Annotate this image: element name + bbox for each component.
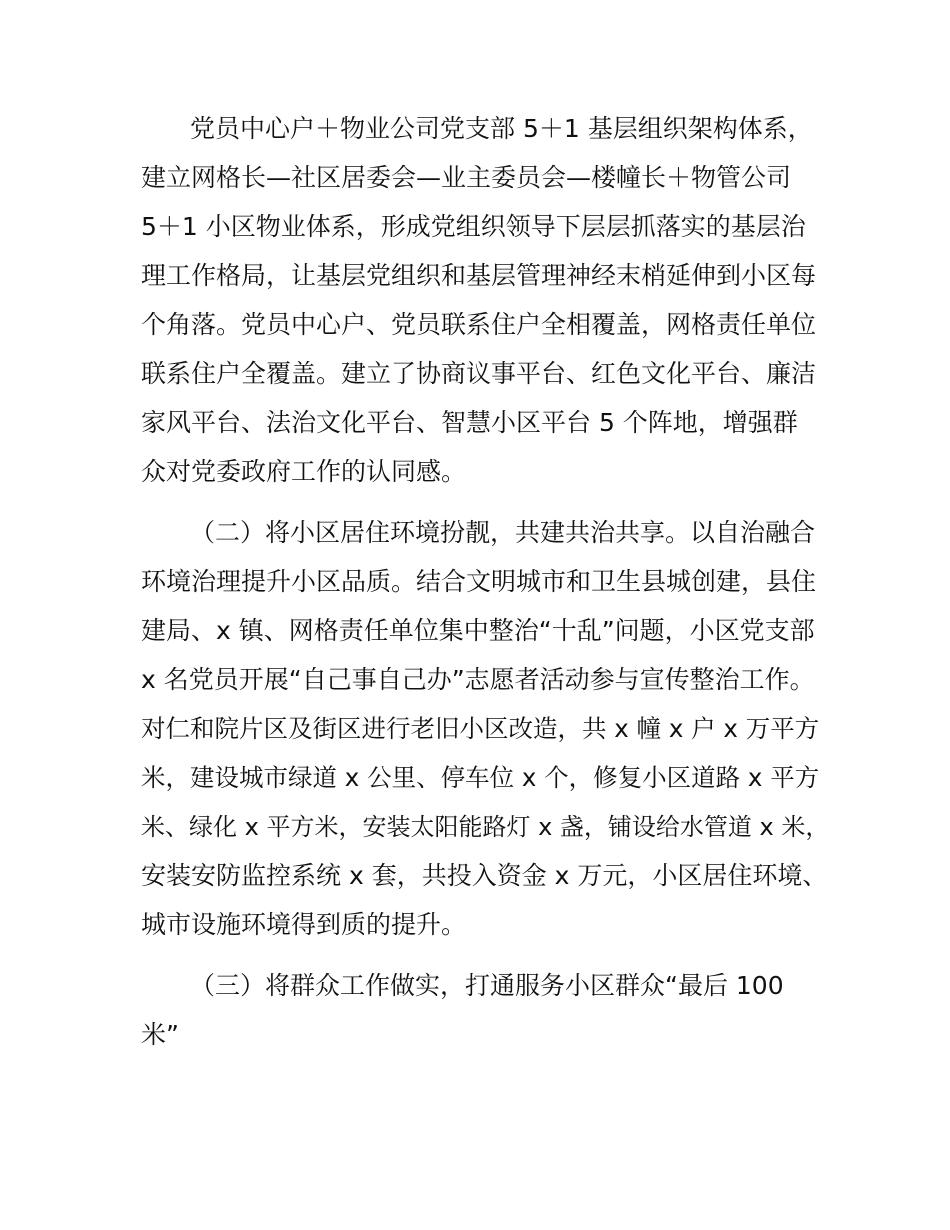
paragraph-line: 联系住户全覆盖。建立了协商议事平台、红色文化平台、廉洁 <box>141 359 817 388</box>
paragraph-line: 米，建设城市绿道 x 公里、停车位 x 个，修复小区道路 x 平方 <box>141 763 820 792</box>
paragraph-line: 米、绿化 x 平方米，安装太阳能路灯 x 盏，铺设给水管道 x 米， <box>141 813 830 841</box>
paragraph-line: 家风平台、法治文化平台、智慧小区平台 5 个阵地，增强群 <box>141 408 798 437</box>
paragraph-line: 个角落。党员中心户、党员联系住户全相覆盖，网格责任单位 <box>141 310 817 339</box>
paragraph-line: 党员中心户＋物业公司党支部 5＋1 基层组织架构体系， <box>190 114 813 143</box>
paragraph-line: 安装安防监控系统 x 套，共投入资金 x 万元，小区居住环境、 <box>141 861 828 890</box>
section-heading-3: （三）将群众工作做实，打通服务小区群众“最后 100 <box>190 971 784 1000</box>
paragraph-line: 建立网格长—社区居委会—业主委员会—楼幢长＋物管公司 <box>141 163 792 192</box>
section-heading-2: （二）将小区居住环境扮靓，共建共治共享。以自治融合 <box>190 518 816 547</box>
paragraph-line: 众对党委政府工作的认同感。 <box>141 457 467 486</box>
paragraph-line: x 名党员开展“自己事自己办”志愿者活动参与宣传整治工作。 <box>141 665 815 694</box>
paragraph-line: 米” <box>141 1020 179 1049</box>
paragraph-line: 建局、x 镇、网格责任单位集中整治“十乱”问题，小区党支部 <box>141 616 815 645</box>
paragraph-line: 5＋1 小区物业体系，形成党组织领导下层层抓落实的基层治 <box>141 212 806 241</box>
paragraph-line: 对仁和院片区及街区进行老旧小区改造，共 x 幢 x 户 x 万平方 <box>141 714 820 743</box>
paragraph-line: 理工作格局，让基层党组织和基层管理神经末梢延伸到小区每 <box>141 261 817 290</box>
paragraph-line: 环境治理提升小区品质。结合文明城市和卫生县城创建，县住 <box>141 567 817 596</box>
paragraph-line: 城市设施环境得到质的提升。 <box>141 910 467 939</box>
